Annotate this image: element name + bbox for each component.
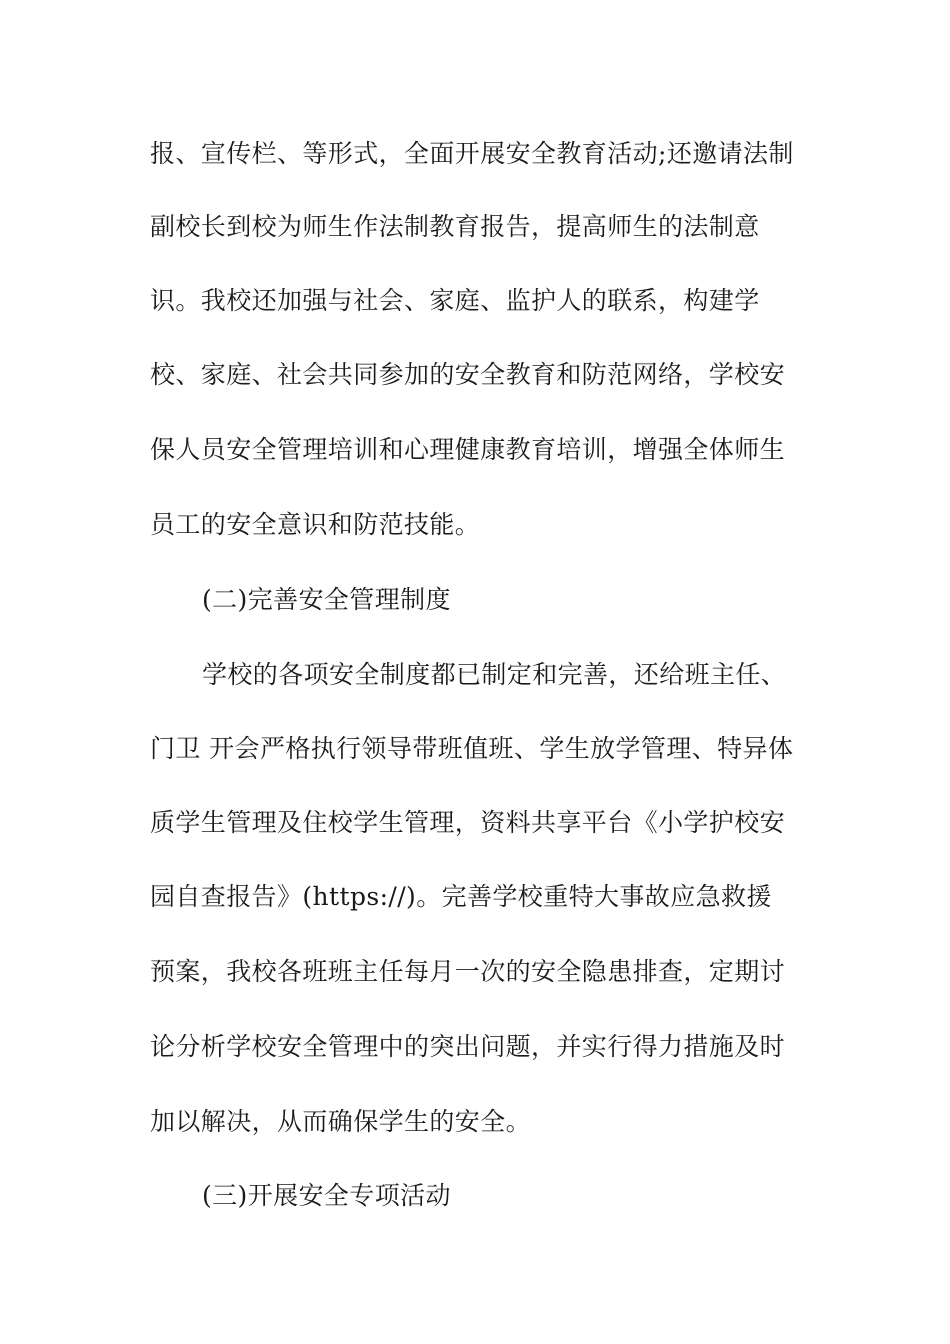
paragraph-line: 副校长到校为师生作法制教育报告，提高师生的法制意	[150, 212, 760, 241]
section-heading: (三)开展安全专项活动	[202, 1181, 451, 1210]
paragraph-line: 学校的各项安全制度都已制定和完善，还给班主任、	[202, 660, 787, 689]
section-heading: (二)完善安全管理制度	[202, 585, 451, 614]
paragraph-line: 门卫 开会严格执行领导带班值班、学生放学管理、特异体	[150, 734, 794, 763]
paragraph-line: 园自查报告》(https://)。完善学校重特大事故应急救援	[150, 882, 772, 911]
paragraph-line: 识。我校还加强与社会、家庭、监护人的联系，构建学	[150, 286, 760, 315]
paragraph-line: 加以解决，从而确保学生的安全。	[150, 1107, 532, 1136]
paragraph-line: 校、家庭、社会共同参加的安全教育和防范网络，学校安	[150, 360, 786, 389]
paragraph-line: 员工的安全意识和防范技能。	[150, 510, 481, 539]
paragraph-line: 保人员安全管理培训和心理健康教育培训，增强全体师生	[150, 435, 786, 464]
paragraph-line: 报、宣传栏、等形式，全面开展安全教育活动;还邀请法制	[150, 139, 794, 168]
paragraph-line: 质学生管理及住校学生管理，资料共享平台《小学护校安	[150, 808, 786, 837]
paragraph-line: 预案，我校各班班主任每月一次的安全隐患排查，定期讨	[150, 957, 786, 986]
paragraph-line: 论分析学校安全管理中的突出问题，并实行得力措施及时	[150, 1032, 786, 1061]
